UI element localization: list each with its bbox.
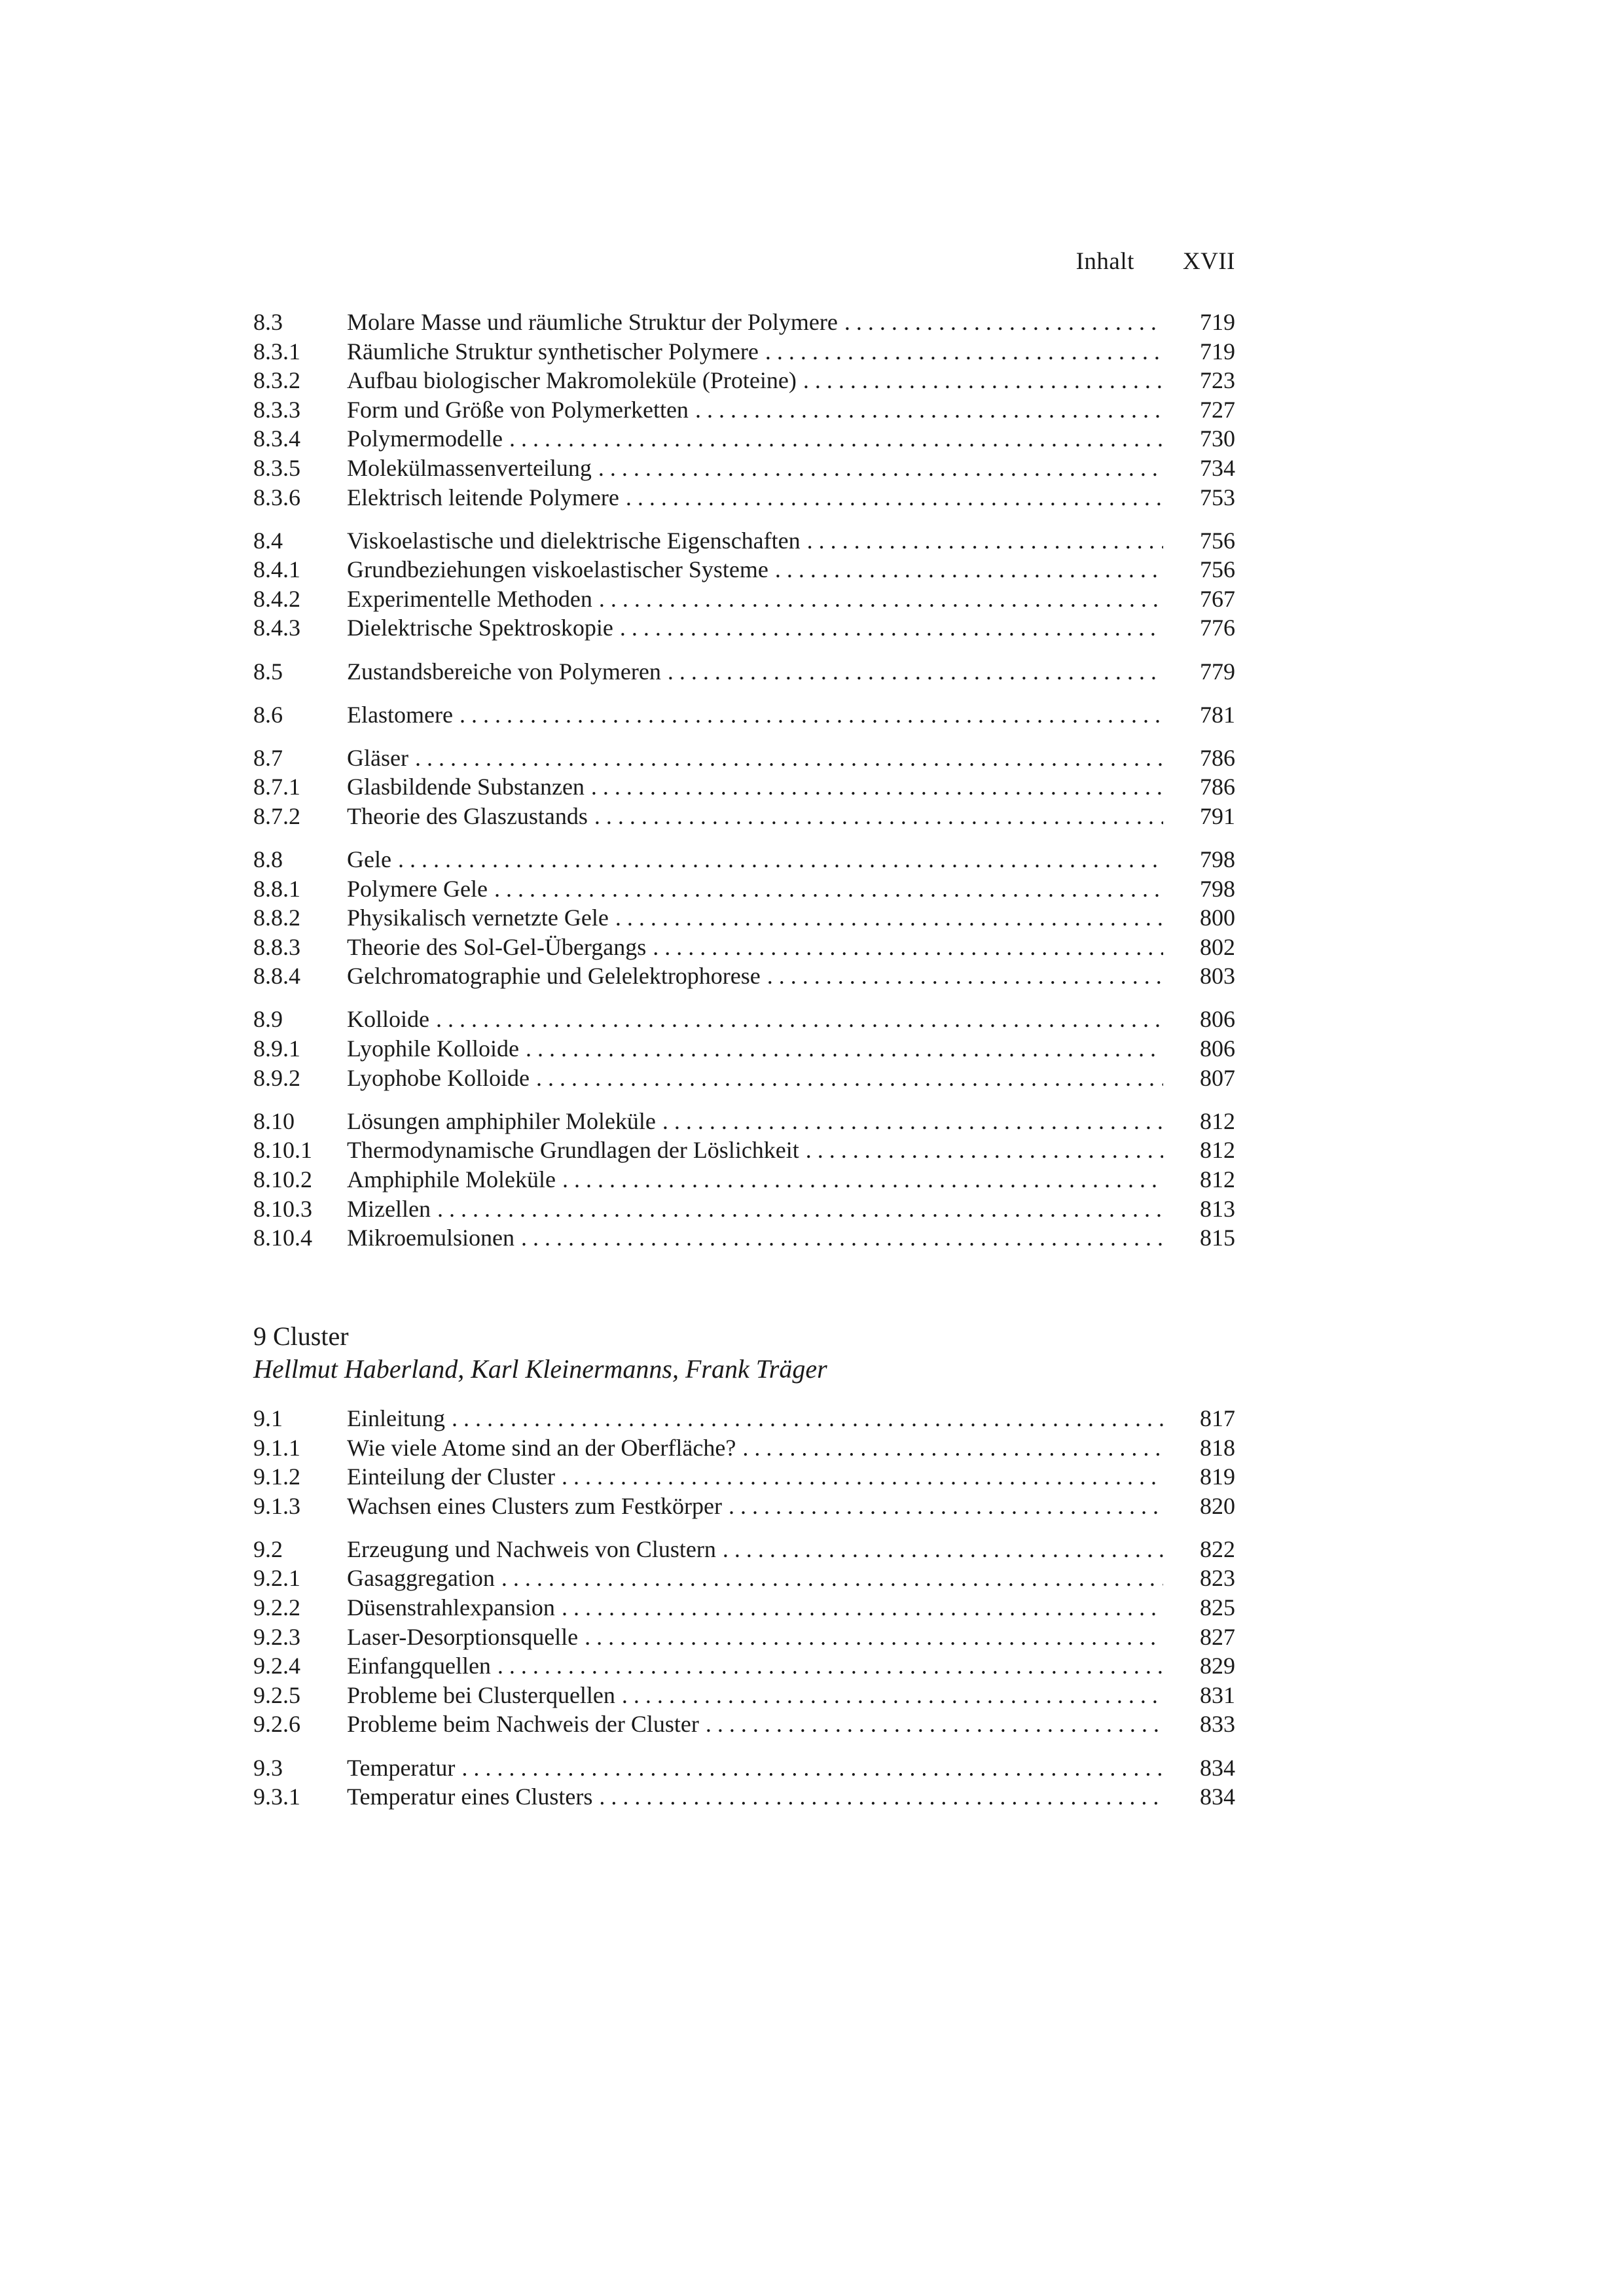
page-number: 730 [1200,425,1235,452]
group-spacer [253,512,1235,526]
toc-entry [253,845,1235,874]
group-spacer [253,1092,1235,1107]
section-title: Wie viele Atome sind an der Oberfläche? [347,1434,736,1461]
section-title: Polymere Gele [347,875,488,902]
dot-leader [436,1005,1163,1034]
toc-entry [253,1564,1235,1593]
toc-entry [253,657,1235,687]
toc-entry [253,454,1235,483]
dot-leader [398,845,1163,874]
page-number: 781 [1200,701,1235,728]
dot-leader [662,1107,1163,1136]
group-spacer [253,643,1235,657]
page-number: 829 [1200,1653,1235,1679]
section-title: Düsenstrahlexpansion [347,1594,555,1621]
toc-entry [253,483,1235,512]
section-number: 8.9.1 [253,1035,300,1062]
section-title: Elastomere [347,701,453,728]
section-title: Kolloide [347,1006,429,1033]
dot-leader [599,1782,1163,1812]
toc-entry [253,744,1235,773]
toc-entry [253,903,1235,933]
section-number: 8.6 [253,701,283,728]
section-title: Erzeugung und Nachweis von Clustern [347,1535,716,1562]
page-number: 767 [1200,585,1235,612]
toc-entry [253,1005,1235,1034]
section-title: Theorie des Glaszustands [347,802,588,829]
section-number: 8.10.2 [253,1166,312,1193]
page-number: 786 [1200,774,1235,800]
toc-entry [253,1782,1235,1812]
section-number: 9.2.5 [253,1681,300,1708]
dot-leader [460,700,1163,730]
dot-leader [415,744,1163,773]
section-title: Lyophobe Kolloide [347,1064,530,1091]
chapter-9-heading: 9 Cluster [253,1321,349,1351]
section-title: Gasaggregation [347,1565,495,1592]
dot-leader [536,1064,1163,1093]
dot-leader [461,1753,1163,1783]
section-title: Dielektrische Spektroskopie [347,615,613,641]
dot-leader [594,802,1163,831]
dot-leader [620,613,1163,643]
dot-leader [668,657,1163,687]
section-number: 8.8 [253,846,283,872]
page-number: 807 [1200,1064,1235,1091]
page-number: 800 [1200,905,1235,931]
section-title: Gläser [347,744,408,771]
dot-leader [509,424,1163,454]
section-number: 9.2.2 [253,1594,300,1621]
section-number: 8.8.2 [253,905,300,931]
dot-leader [695,395,1163,425]
dot-leader [706,1710,1163,1739]
page-number: 802 [1200,933,1235,960]
section-title: Gele [347,846,391,872]
section-number: 8.9 [253,1006,283,1033]
section-number: 8.4 [253,527,283,554]
page-number: 823 [1200,1565,1235,1592]
section-number: 9.1.3 [253,1492,300,1519]
section-number: 9.1.1 [253,1434,300,1461]
section-number: 8.3.3 [253,396,300,423]
dot-leader [599,584,1163,614]
section-number: 8.5 [253,658,283,685]
section-title: Zustandsbereiche von Polymeren [347,658,661,685]
dot-leader [521,1223,1163,1253]
section-title: Molekülmassenverteilung [347,454,592,481]
group-spacer [253,1520,1235,1535]
dot-leader [562,1165,1163,1194]
page-number: 791 [1200,802,1235,829]
section-title: Elektrisch leitende Polymere [347,484,619,511]
section-title: Form und Größe von Polymerketten [347,396,689,423]
section-title: Gelchromatographie und Gelelektrophorese [347,963,761,990]
group-spacer [253,831,1235,846]
toc-entry [253,1165,1235,1194]
group-spacer [253,991,1235,1005]
section-title: Thermodynamische Grundlagen der Löslichkeit [347,1137,799,1164]
page-number: 822 [1200,1535,1235,1562]
section-number: 8.3 [253,309,283,335]
page-number: 776 [1200,615,1235,641]
section-title: Einleitung [347,1405,445,1431]
dot-leader [653,933,1163,962]
toc-entry [253,424,1235,454]
toc-entry [253,802,1235,831]
section-number: 8.10.4 [253,1225,312,1251]
page-number: 798 [1200,875,1235,902]
section-title: Einfangquellen [347,1653,491,1679]
page-number: 812 [1200,1137,1235,1164]
page-number: 779 [1200,658,1235,685]
section-number: 9.2.4 [253,1653,300,1679]
section-number: 9.3.1 [253,1784,300,1810]
dot-leader [622,1681,1163,1710]
page-number: 719 [1200,309,1235,335]
toc-entry [253,1064,1235,1093]
section-number: 9.2.6 [253,1711,300,1738]
section-number: 8.8.4 [253,963,300,990]
section-number: 9.3 [253,1754,283,1781]
page-number: 834 [1200,1784,1235,1810]
dot-leader [729,1492,1163,1521]
section-title: Einteilung der Cluster [347,1463,555,1490]
page-number: 723 [1200,367,1235,394]
toc-entry [253,1462,1235,1492]
dot-leader [742,1433,1163,1463]
dot-leader [775,555,1163,584]
section-title: Temperatur eines Clusters [347,1784,593,1810]
section-title: Lösungen amphiphiler Moleküle [347,1107,656,1134]
dot-leader [494,874,1163,904]
page-number: 806 [1200,1006,1235,1033]
toc-entry [253,1651,1235,1681]
section-number: 8.8.1 [253,875,300,902]
toc-entry [253,555,1235,584]
section-title: Polymermodelle [347,425,503,452]
toc-entry [253,613,1235,643]
page-number: 812 [1200,1166,1235,1193]
dot-leader [615,903,1163,933]
section-number: 8.10.3 [253,1195,312,1222]
toc-entry [253,933,1235,962]
section-number: 8.4.3 [253,615,300,641]
toc-entry [253,1223,1235,1253]
chapter-9-toc [253,1404,1235,1812]
section-title: Experimentelle Methoden [347,585,592,612]
section-title: Mikroemulsionen [347,1225,514,1251]
section-number: 8.3.5 [253,454,300,481]
page-number: 834 [1200,1754,1235,1781]
dot-leader [806,1136,1163,1165]
chapter-8-toc [253,308,1235,1253]
section-title: Molare Masse und räumliche Struktur der Polymere [347,309,838,335]
dot-leader [807,526,1163,556]
dot-leader [844,308,1163,337]
page-number: 820 [1200,1492,1235,1519]
dot-leader [598,454,1163,483]
dot-leader [501,1564,1163,1593]
section-title: Glasbildende Substanzen [347,774,585,800]
toc-entry [253,961,1235,991]
dot-leader [526,1034,1163,1064]
header-page-number: XVII [1182,248,1235,275]
page-number: 831 [1200,1681,1235,1708]
page-number: 803 [1200,963,1235,990]
toc-entry [253,1492,1235,1521]
toc-entry [253,1107,1235,1136]
dot-leader [562,1593,1163,1623]
section-number: 9.2.1 [253,1565,300,1592]
page-number: 812 [1200,1107,1235,1134]
chapter-9-authors: Hellmut Haberland, Karl Kleinermanns, Frank Träger [253,1354,827,1384]
section-title: Laser-Desorptionsquelle [347,1623,579,1650]
toc-entry [253,1136,1235,1165]
section-title: Amphiphile Moleküle [347,1166,556,1193]
page-number: 819 [1200,1463,1235,1490]
section-title: Probleme beim Nachweis der Cluster [347,1711,699,1738]
toc-entry [253,1194,1235,1224]
section-number: 8.10.1 [253,1137,312,1164]
group-spacer [253,1739,1235,1753]
page-number: 756 [1200,556,1235,583]
section-title: Viskoelastische und dielektrische Eigenschaften [347,527,801,554]
section-number: 8.3.6 [253,484,300,511]
page-number: 786 [1200,744,1235,771]
section-number: 8.3.4 [253,425,300,452]
section-title: Temperatur [347,1754,456,1781]
page-number: 818 [1200,1434,1235,1461]
toc-entry [253,1753,1235,1783]
section-title: Aufbau biologischer Makromoleküle (Proteine) [347,367,797,394]
page-number: 817 [1200,1405,1235,1431]
group-spacer [253,729,1235,744]
section-number: 9.1.2 [253,1463,300,1490]
toc-entry [253,1623,1235,1652]
toc-entry [253,366,1235,395]
section-title: Grundbeziehungen viskoelastischer Systeme [347,556,768,583]
header-label: Inhalt [1075,248,1134,275]
section-title: Physikalisch vernetzte Gele [347,905,609,931]
section-number: 8.4.1 [253,556,300,583]
page-number: 815 [1200,1225,1235,1251]
page-number: 798 [1200,846,1235,872]
page-number: 719 [1200,338,1235,365]
running-header [1076,247,1235,276]
section-number: 8.9.2 [253,1064,300,1091]
dot-leader [767,961,1163,991]
section-number: 8.8.3 [253,933,300,960]
section-number: 9.2.3 [253,1623,300,1650]
page-number: 734 [1200,454,1235,481]
toc-entry [253,874,1235,904]
dot-leader [765,337,1163,367]
section-title: Probleme bei Clusterquellen [347,1681,615,1708]
toc-entry [253,1681,1235,1710]
page-number: 813 [1200,1195,1235,1222]
section-title: Mizellen [347,1195,431,1222]
toc-entry [253,1404,1235,1433]
toc-entry [253,1710,1235,1739]
section-title: Räumliche Struktur synthetischer Polymere [347,338,759,365]
section-title: Lyophile Kolloide [347,1035,519,1062]
toc-entry [253,1535,1235,1564]
toc-entry [253,1593,1235,1623]
dot-leader [803,366,1163,395]
page-number: 727 [1200,396,1235,423]
section-number: 8.7 [253,744,283,771]
toc-entry [253,1034,1235,1064]
section-number: 9.1 [253,1405,283,1431]
dot-leader [585,1623,1163,1652]
dot-leader [591,772,1163,802]
page-number: 753 [1200,484,1235,511]
page-number: 756 [1200,527,1235,554]
dot-leader [626,483,1163,512]
section-number: 8.7.1 [253,774,300,800]
page-number: 827 [1200,1623,1235,1650]
section-title: Theorie des Sol-Gel-Übergangs [347,933,647,960]
group-spacer [253,686,1235,700]
section-title: Wachsen eines Clusters zum Festkörper [347,1492,722,1519]
dot-leader [452,1404,1163,1433]
toc-entry [253,700,1235,730]
toc-entry [253,1433,1235,1463]
section-number: 8.10 [253,1107,295,1134]
section-number: 8.3.1 [253,338,300,365]
page-number: 806 [1200,1035,1235,1062]
dot-leader [497,1651,1163,1681]
page-number: 825 [1200,1594,1235,1621]
toc-entry [253,308,1235,337]
dot-leader [437,1194,1163,1224]
toc-entry [253,772,1235,802]
dot-leader [723,1535,1163,1564]
section-number: 8.3.2 [253,367,300,394]
toc-entry [253,395,1235,425]
section-number: 9.2 [253,1535,283,1562]
dot-leader [562,1462,1163,1492]
toc-entry [253,584,1235,614]
section-number: 8.4.2 [253,585,300,612]
toc-entry [253,526,1235,556]
toc-entry [253,337,1235,367]
section-number: 8.7.2 [253,802,300,829]
page-number: 833 [1200,1711,1235,1738]
